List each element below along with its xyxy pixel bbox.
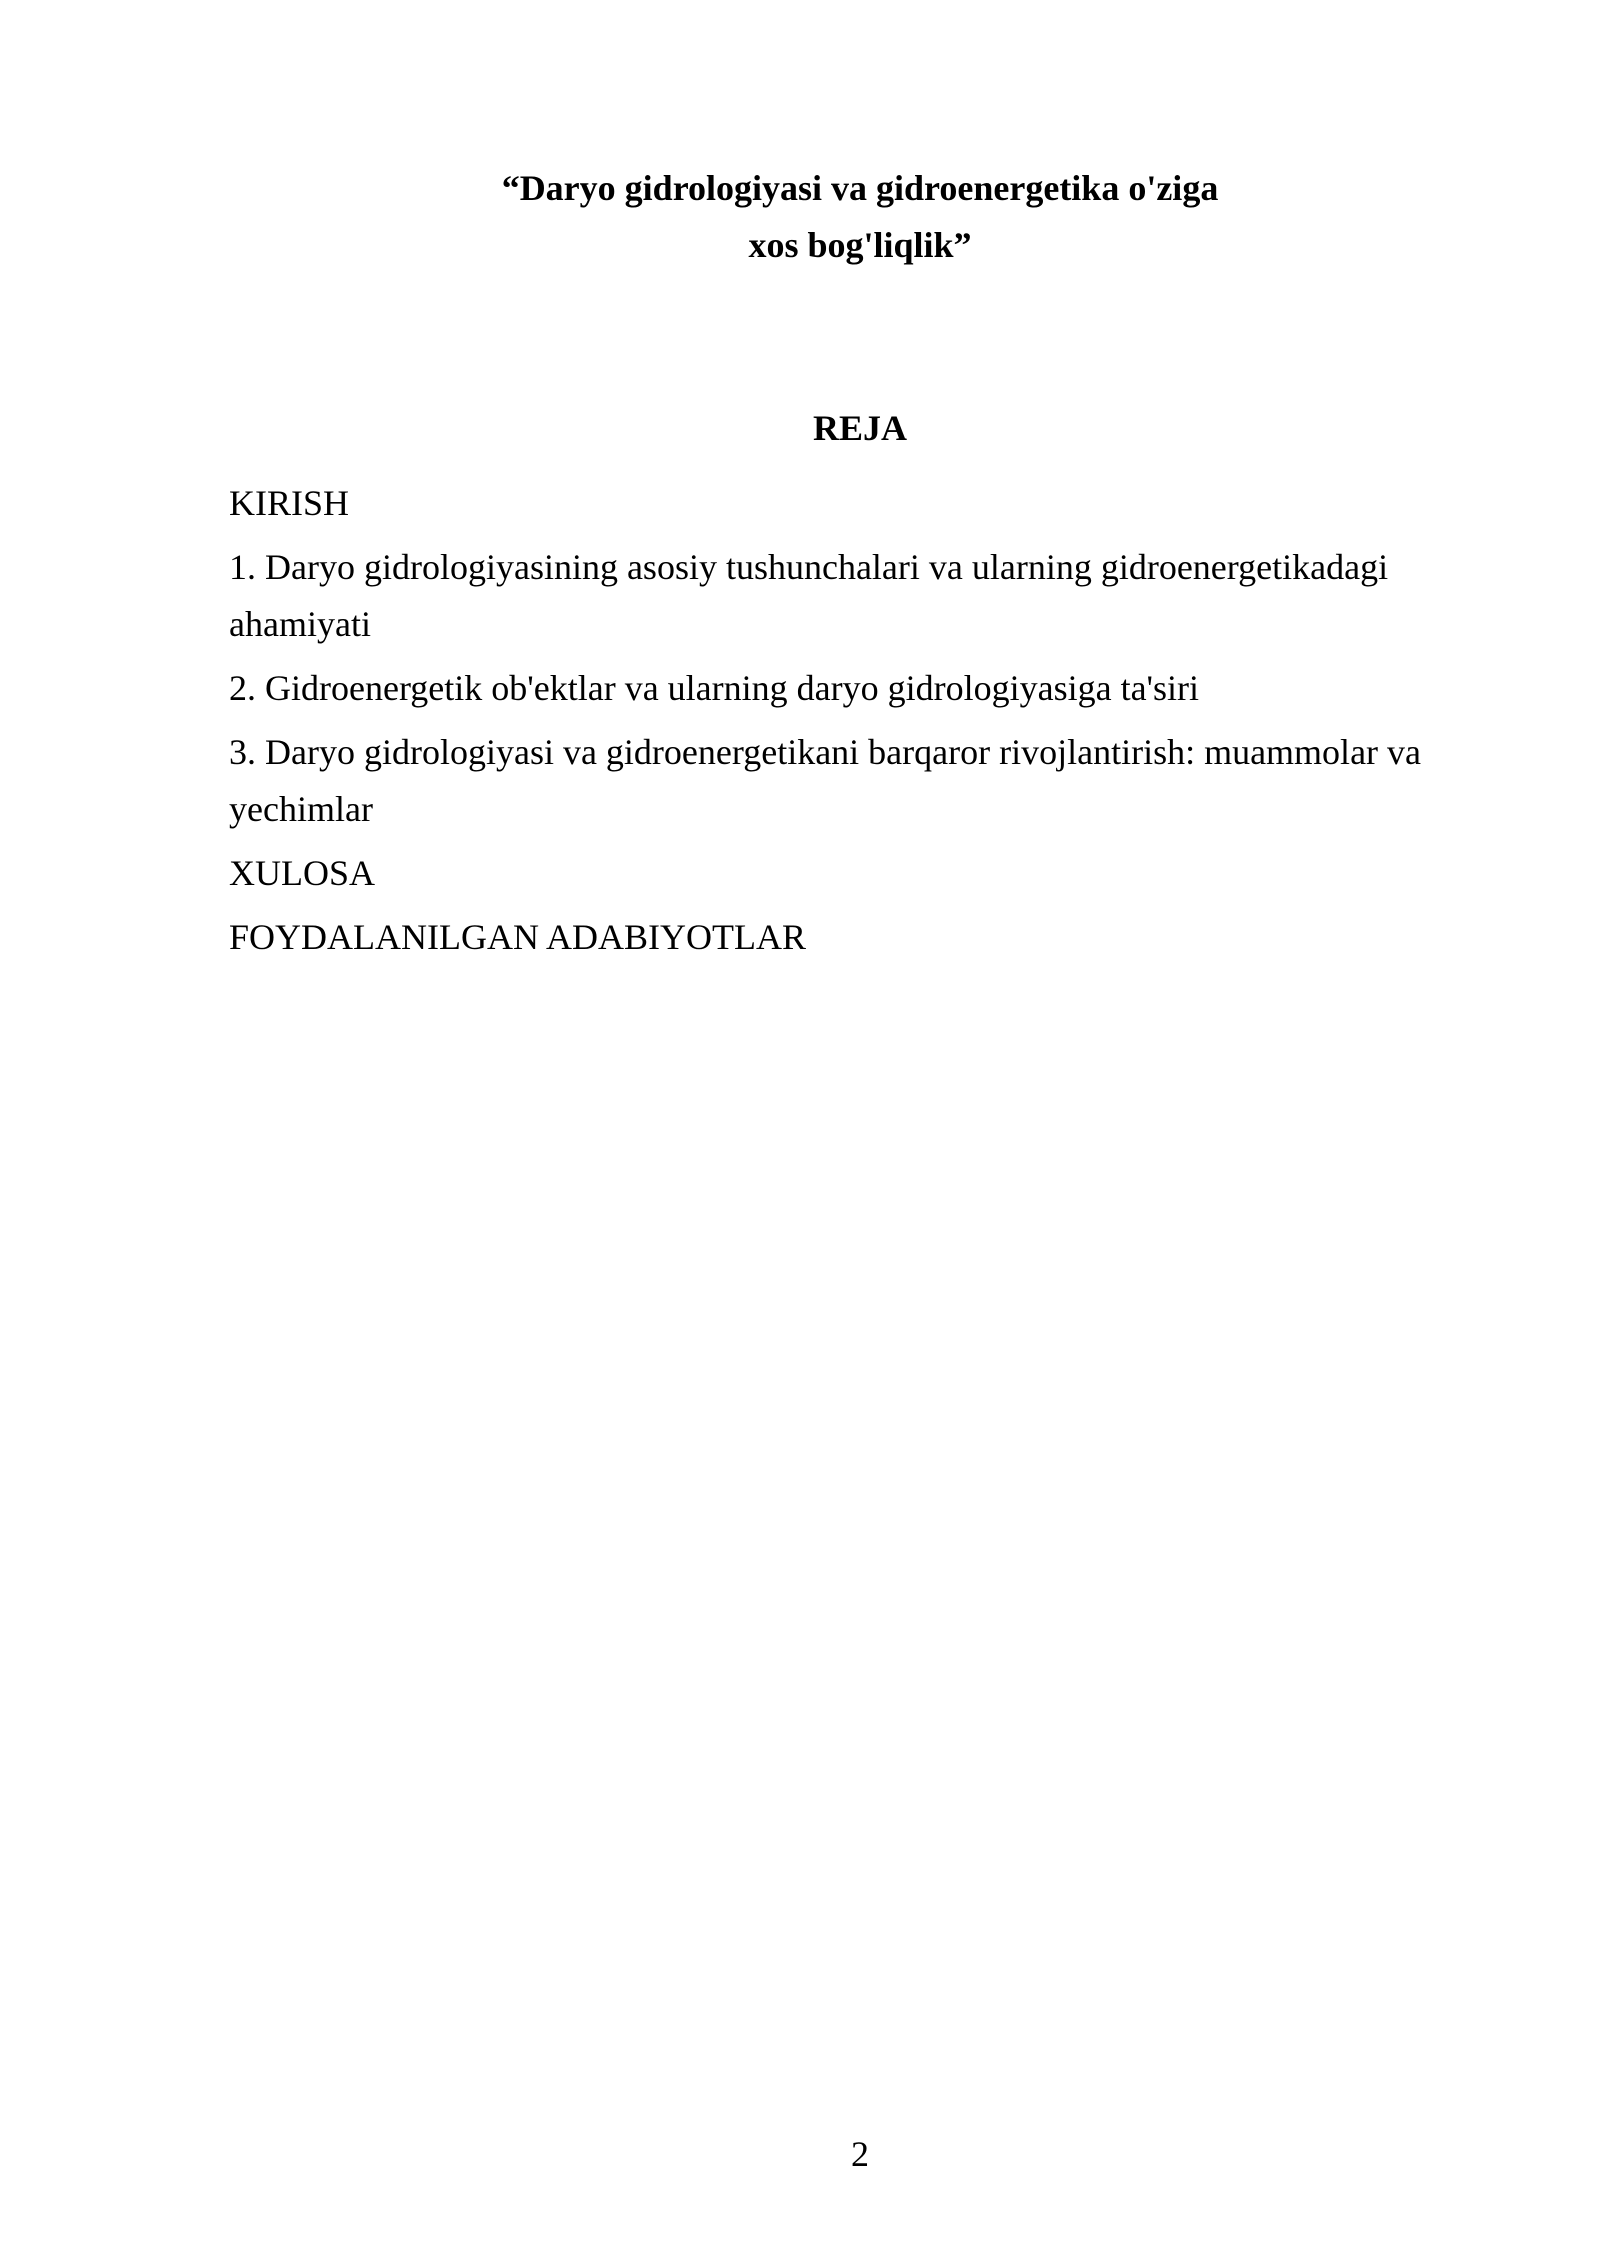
plan-item-2: 2. Gidroenergetik ob'ektlar va ularning daryo gidrologiyasiga ta'siri: [229, 668, 1200, 708]
plan-item-conclusion: XULOSA: [229, 853, 376, 893]
plan-item-introduction: KIRISH: [229, 483, 350, 523]
title-line: “Daryo gidrologiyasi va gidroenergetika o'ziga: [501, 168, 1219, 208]
document-title: [200, 160, 1520, 274]
plan-heading: REJA: [812, 408, 907, 448]
plan-item-references: FOYDALANILGAN ADABIYOTLAR: [229, 917, 806, 957]
plan-item-1: 1. Daryo gidrologiyasining asosiy tushunchalari va ularning gidroenergetikadagi ahamiyati: [229, 547, 1389, 644]
page-number: 2: [851, 2134, 869, 2174]
plan-list: [229, 475, 1499, 973]
title-line: xos bog'liqlik”: [748, 225, 972, 265]
plan-item-3: 3. Daryo gidrologiyasi va gidroenergetikani barqaror rivojlantirish: muammolar va yechimlar: [229, 732, 1422, 829]
